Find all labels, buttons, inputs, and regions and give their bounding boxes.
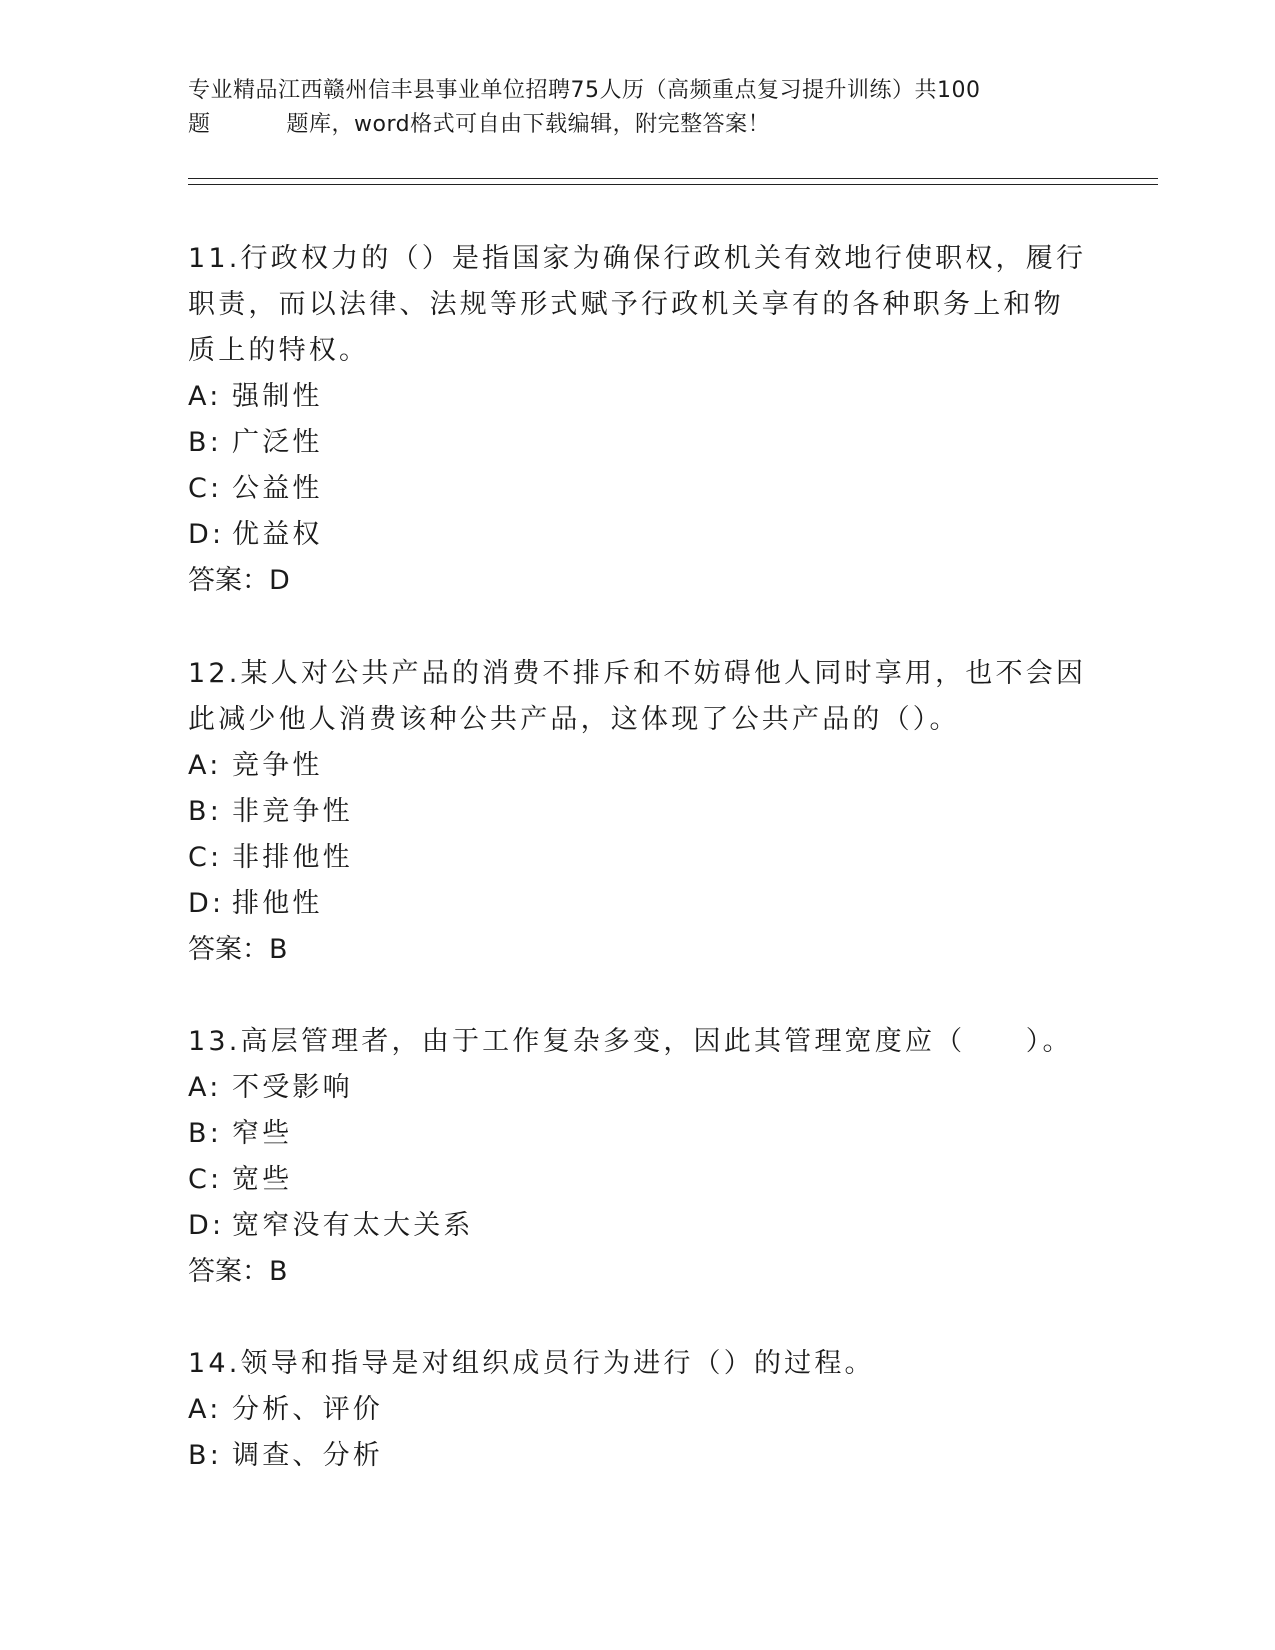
answer-line: 答案：B [188,1256,288,1287]
option-text: 公益性 [232,473,323,504]
option-c [188,835,1088,881]
option-key: B: [188,1440,223,1471]
option-key: D: [188,519,225,550]
header-title-line-1: 专业精品江西赣州信丰县事业单位招聘75人历（高频重点复习提升训练）共100 [188,78,981,103]
question-14 [188,1341,1088,1479]
option-key: A: [188,1394,222,1425]
option-text: 非竞争性 [232,796,353,827]
answer-line: 答案：D [188,565,290,596]
option-a [188,1065,1088,1111]
document-header [188,74,1088,142]
option-c [188,466,1088,512]
option-a [188,1387,1088,1433]
option-key: B: [188,1118,223,1149]
option-text: 强制性 [232,381,323,412]
header-title-line-2-start: 题 [188,112,211,137]
option-key: C: [188,1164,223,1195]
option-b [188,1111,1088,1157]
option-key: A: [188,1072,222,1103]
question-stem: 11.行政权力的（）是指国家为确保行政机关有效地行使职权，履行职责，而以法律、法规等形式赋予行政机关享有的各种职务上和物质上的特权。 [188,243,1087,366]
question-stem: 13.高层管理者，由于工作复杂多变，因此其管理宽度应（ ）。 [188,1026,1073,1057]
question-12 [188,651,1088,973]
option-d [188,1203,1088,1249]
option-text: 排他性 [232,888,323,919]
option-b [188,420,1088,466]
question-11 [188,236,1088,604]
option-key: C: [188,842,223,873]
question-stem: 12.某人对公共产品的消费不排斥和不妨碍他人同时享用，也不会因此减少他人消费该种公共产品，这体现了公共产品的（）。 [188,658,1087,735]
option-text: 不受影响 [232,1072,353,1103]
header-divider-bottom [188,184,1158,185]
option-text: 非排他性 [232,842,353,873]
option-c [188,1157,1088,1203]
option-b [188,1433,1088,1479]
option-key: C: [188,473,223,504]
question-13 [188,1019,1088,1295]
option-text: 宽些 [232,1164,293,1195]
header-title-line-2-end: 题库，word格式可自由下载编辑，附完整答案！ [286,112,771,137]
option-key: B: [188,796,223,827]
option-a [188,374,1088,420]
option-d [188,881,1088,927]
option-key: D: [188,1210,225,1241]
option-text: 分析、评价 [232,1394,383,1425]
header-divider-top [188,178,1158,179]
option-text: 广泛性 [232,427,323,458]
option-key: D: [188,888,225,919]
option-key: A: [188,381,222,412]
option-key: B: [188,427,223,458]
option-text: 宽窄没有太大关系 [232,1210,474,1241]
option-text: 调查、分析 [232,1440,383,1471]
header-title-line-2 [188,108,1088,142]
option-text: 窄些 [232,1118,293,1149]
option-b [188,789,1088,835]
option-key: A: [188,750,222,781]
option-text: 优益权 [232,519,323,550]
option-a [188,743,1088,789]
answer-line: 答案：B [188,934,288,965]
question-stem: 14.领导和指导是对组织成员行为进行（）的过程。 [188,1348,875,1379]
option-text: 竞争性 [232,750,323,781]
option-d [188,512,1088,558]
